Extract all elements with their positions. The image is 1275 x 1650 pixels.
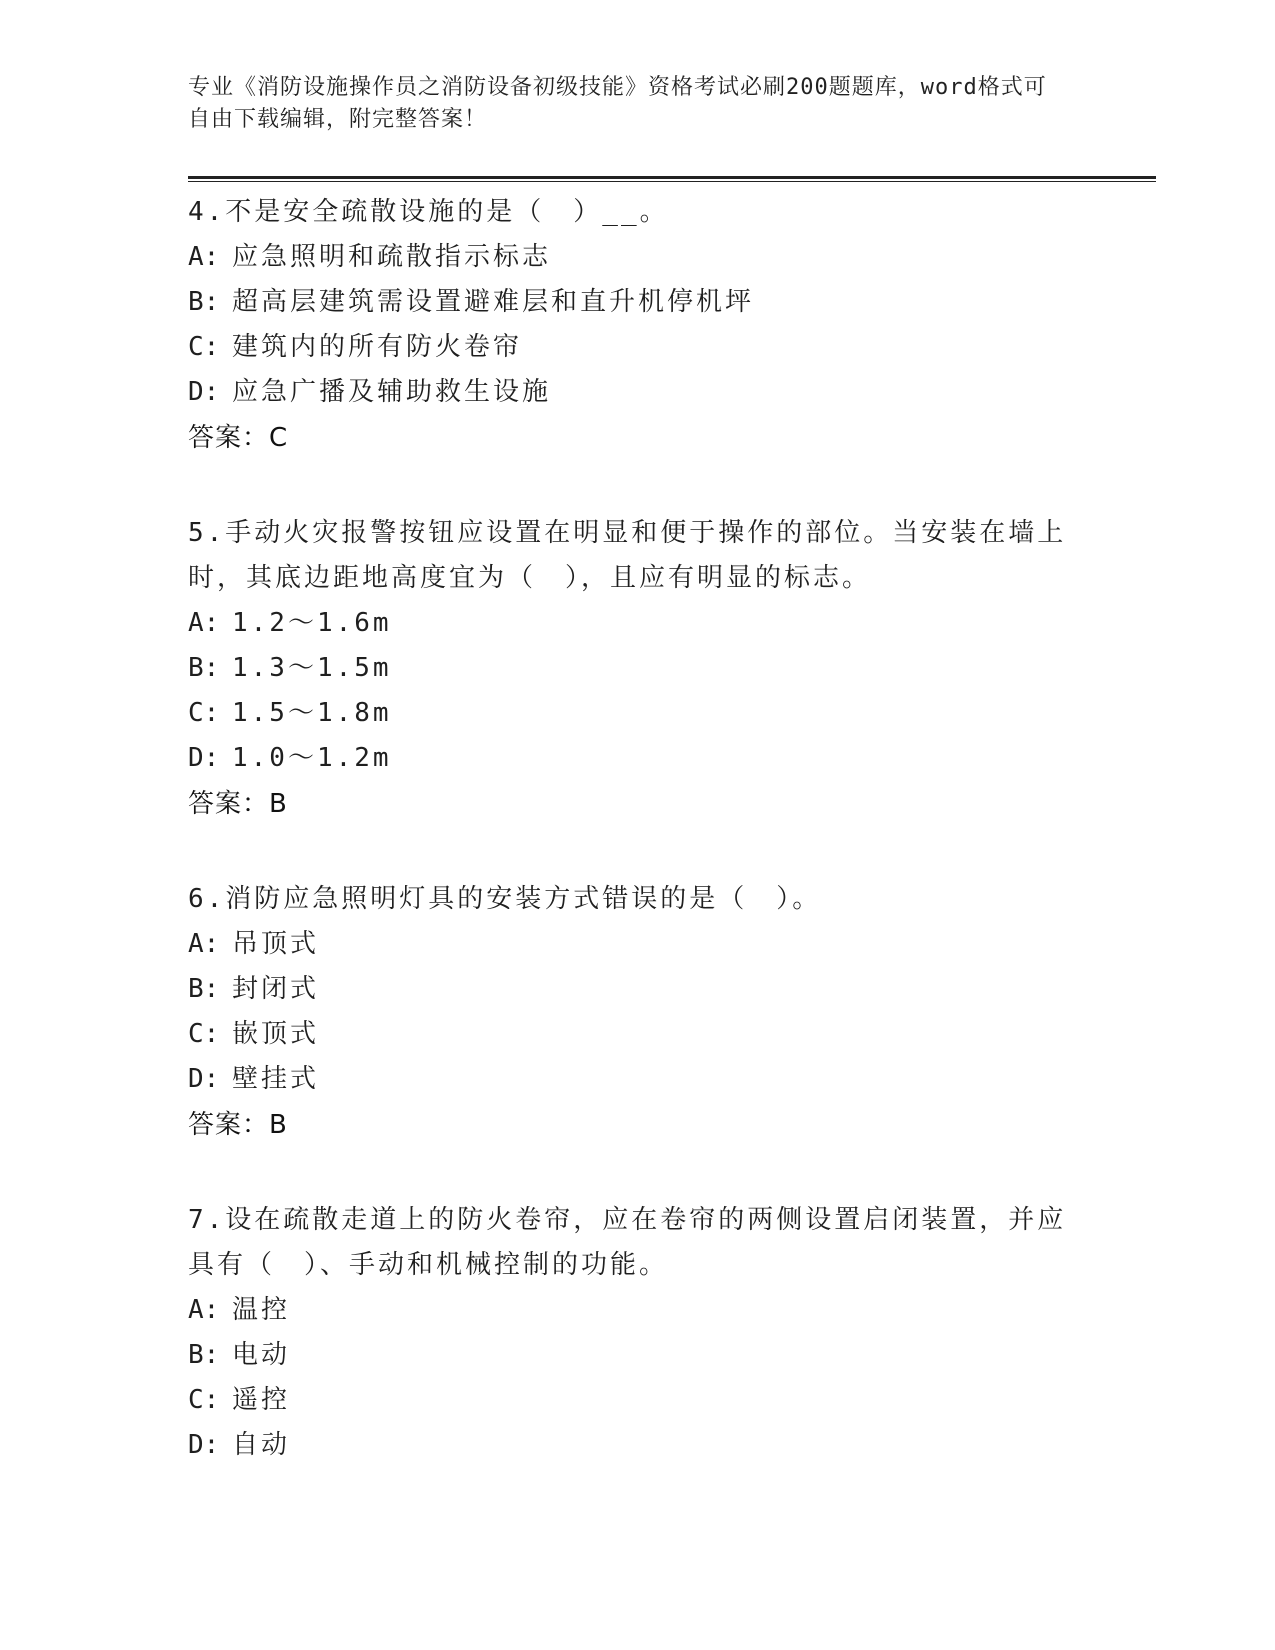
question-stem: 5.手动火灾报警按钮应设置在明显和便于操作的部位。当安装在墙上时，其底边距地高度宜为（ ），且应有明显的标志。 <box>188 518 1067 593</box>
option-d <box>188 370 1088 415</box>
option-key: A: <box>188 929 220 959</box>
option-key: C: <box>188 1019 220 1049</box>
option-text: 应急广播及辅助救生设施 <box>232 377 552 407</box>
option-key: A: <box>188 242 220 272</box>
question-4 <box>188 190 1088 461</box>
header-rule-thin <box>188 181 1156 182</box>
option-text: 封闭式 <box>232 974 320 1004</box>
question-6 <box>188 877 1088 1148</box>
option-text: 电动 <box>232 1340 291 1370</box>
option-text: 1.2～1.6m <box>232 608 392 638</box>
answer-line: 答案：B <box>188 1110 288 1140</box>
option-key: D: <box>188 377 220 407</box>
option-b <box>188 280 1088 325</box>
option-key: D: <box>188 743 220 773</box>
option-text: 1.5～1.8m <box>232 698 392 728</box>
header-rule-thick <box>188 176 1156 179</box>
option-text: 吊顶式 <box>232 929 320 959</box>
option-key: B: <box>188 974 220 1004</box>
answer-line: 答案：B <box>188 789 288 819</box>
option-text: 自动 <box>232 1430 291 1460</box>
option-c <box>188 1012 1088 1057</box>
option-key: C: <box>188 698 220 728</box>
option-key: C: <box>188 1385 220 1415</box>
option-a <box>188 1288 1088 1333</box>
option-key: A: <box>188 1295 220 1325</box>
option-b <box>188 646 1088 691</box>
option-d <box>188 1057 1088 1102</box>
option-text: 壁挂式 <box>232 1064 320 1094</box>
option-text: 1.3～1.5m <box>232 653 392 683</box>
question-7 <box>188 1198 1088 1468</box>
option-c <box>188 325 1088 370</box>
option-d <box>188 736 1088 781</box>
question-5 <box>188 511 1088 827</box>
option-a <box>188 235 1088 280</box>
question-stem: 4.不是安全疏散设施的是（ ）__。 <box>188 197 669 227</box>
answer-line: 答案：C <box>188 423 289 453</box>
option-a <box>188 601 1088 646</box>
option-a <box>188 922 1088 967</box>
option-key: B: <box>188 653 220 683</box>
option-text: 嵌顶式 <box>232 1019 320 1049</box>
option-c <box>188 1378 1088 1423</box>
document-header: 专业《消防设施操作员之消防设备初级技能》资格考试必刷200题题库，word格式可自由下载编辑，附完整答案！ <box>188 75 1047 132</box>
option-b <box>188 967 1088 1012</box>
question-stem: 6.消防应急照明灯具的安装方式错误的是（ ）。 <box>188 884 822 914</box>
option-key: D: <box>188 1064 220 1094</box>
option-key: A: <box>188 608 220 638</box>
option-text: 1.0～1.2m <box>232 743 392 773</box>
option-c <box>188 691 1088 736</box>
option-key: B: <box>188 287 220 317</box>
option-key: B: <box>188 1340 220 1370</box>
option-text: 温控 <box>232 1295 291 1325</box>
option-text: 建筑内的所有防火卷帘 <box>232 332 523 362</box>
option-text: 超高层建筑需设置避难层和直升机停机坪 <box>232 287 755 317</box>
option-key: D: <box>188 1430 220 1460</box>
option-text: 应急照明和疏散指示标志 <box>232 242 552 272</box>
option-b <box>188 1333 1088 1378</box>
option-key: C: <box>188 332 220 362</box>
option-text: 遥控 <box>232 1385 291 1415</box>
question-list <box>188 190 1088 1518</box>
option-d <box>188 1423 1088 1468</box>
question-stem: 7.设在疏散走道上的防火卷帘，应在卷帘的两侧设置启闭装置，并应具有（ ）、手动和机械控制的功能。 <box>188 1205 1067 1280</box>
